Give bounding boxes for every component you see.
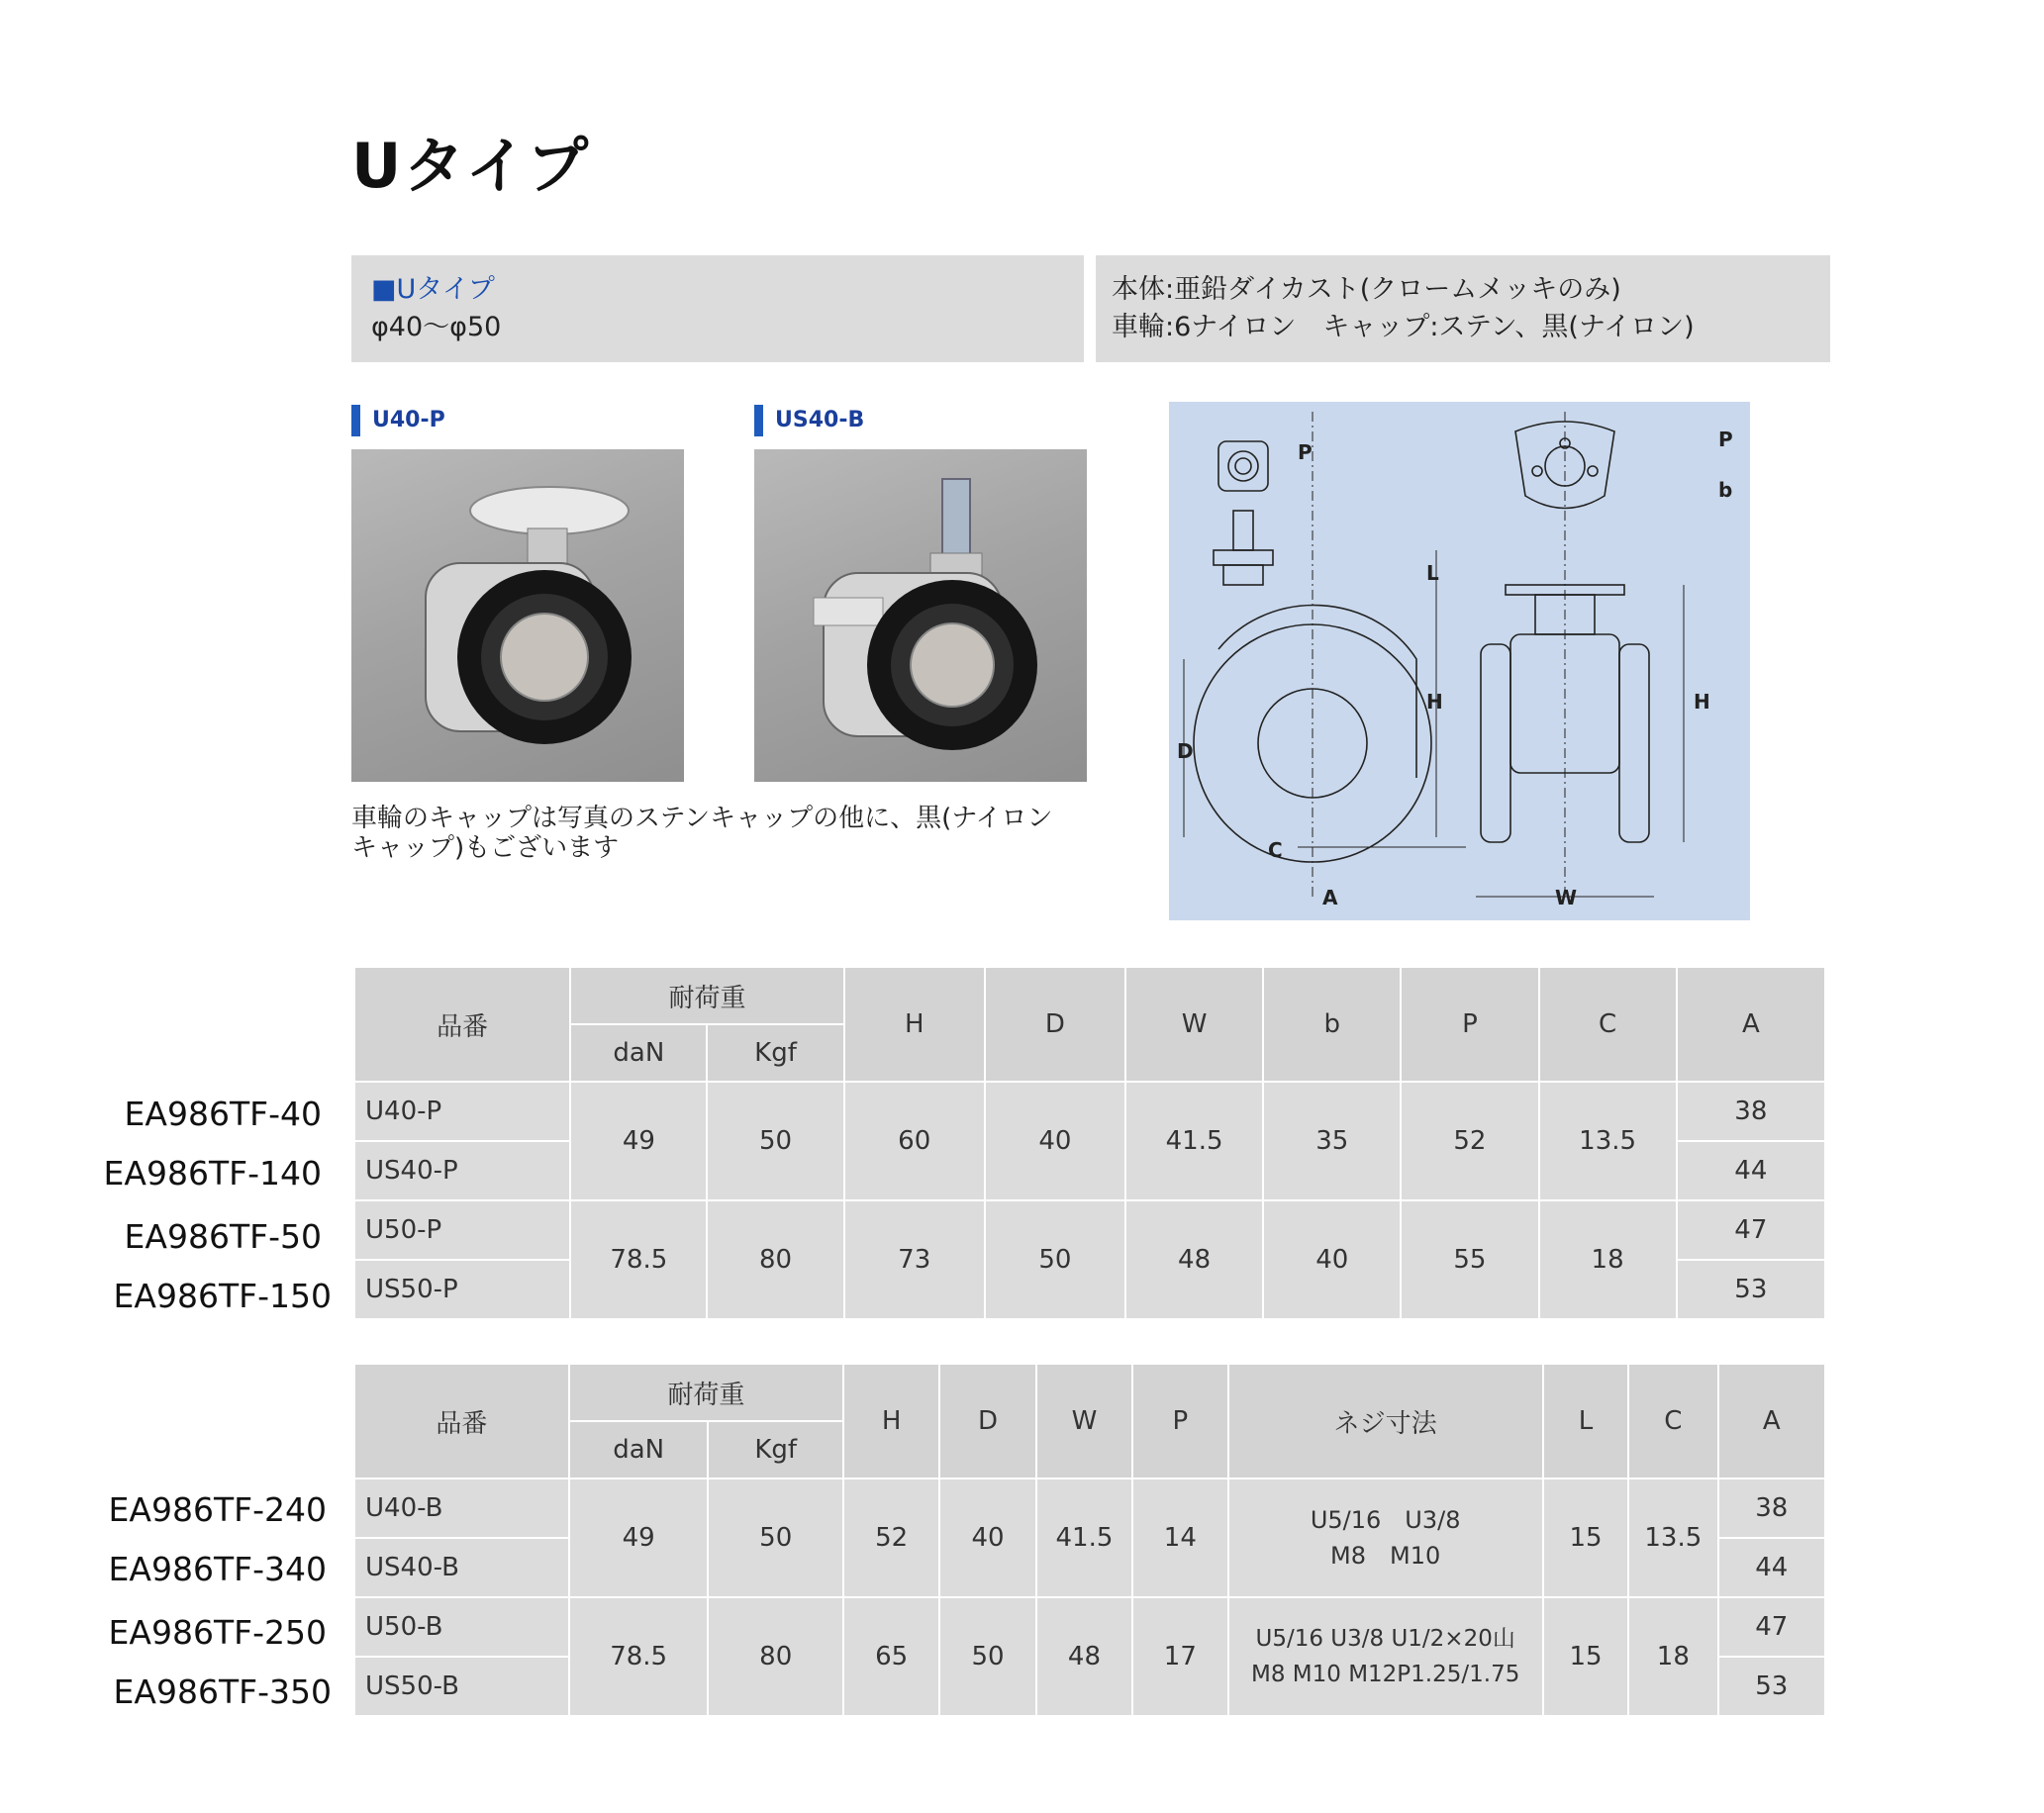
dim-h: 60 bbox=[845, 1083, 984, 1199]
header-l: L bbox=[1544, 1365, 1627, 1478]
dim-a: 44 bbox=[1678, 1142, 1824, 1199]
part-number: U50-P bbox=[355, 1201, 569, 1259]
product-label-2: US40-B bbox=[754, 405, 864, 436]
caster-photo-plate bbox=[351, 449, 684, 782]
dim-w: 41.5 bbox=[1037, 1479, 1131, 1596]
dim-h: 73 bbox=[845, 1201, 984, 1318]
model-number: EA986TF-250 bbox=[108, 1613, 327, 1652]
diagram-label-p-side: P bbox=[1298, 440, 1313, 464]
diagram-label-h-front: H bbox=[1694, 690, 1710, 714]
header-p: P bbox=[1402, 968, 1537, 1081]
dim-h: 52 bbox=[844, 1479, 938, 1596]
dim-a: 47 bbox=[1678, 1201, 1824, 1259]
product-label-1: U40-P bbox=[351, 405, 445, 436]
dim-l: 15 bbox=[1544, 1479, 1627, 1596]
dim-p: 17 bbox=[1133, 1598, 1226, 1715]
dim-p: 55 bbox=[1402, 1201, 1537, 1318]
table-row bbox=[355, 1083, 1824, 1140]
dimension-diagram bbox=[1169, 402, 1750, 920]
dim-d: 50 bbox=[940, 1598, 1034, 1715]
dim-a: 44 bbox=[1719, 1539, 1824, 1596]
dim-c: 18 bbox=[1629, 1598, 1716, 1715]
dim-d: 40 bbox=[940, 1479, 1034, 1596]
dim-d: 40 bbox=[986, 1083, 1124, 1199]
header-part: 品番 bbox=[355, 968, 569, 1081]
part-number: US50-P bbox=[355, 1261, 569, 1318]
header-a: A bbox=[1678, 968, 1824, 1081]
header-d: D bbox=[940, 1365, 1034, 1478]
part-number: U40-B bbox=[355, 1479, 568, 1537]
diagram-label-d: D bbox=[1177, 739, 1194, 763]
part-number: US50-B bbox=[355, 1658, 568, 1715]
thread-size-metric: M8 M10 M12P1.25/1.75 bbox=[1250, 1662, 1520, 1687]
part-number: U50-B bbox=[355, 1598, 568, 1656]
thread-size bbox=[1229, 1479, 1542, 1596]
dim-p: 14 bbox=[1133, 1479, 1226, 1596]
dim-a: 53 bbox=[1678, 1261, 1824, 1318]
table-row bbox=[355, 1201, 1824, 1259]
header-dan: daN bbox=[571, 1025, 706, 1081]
diagram-label-p-front: P bbox=[1718, 428, 1733, 451]
diagram-label-a: A bbox=[1322, 886, 1338, 909]
cap-note: 車輪のキャップは写真のステンキャップの他に、黒(ナイロンキャップ)もございます bbox=[351, 804, 1053, 863]
header-thread: ネジ寸法 bbox=[1229, 1365, 1542, 1478]
dim-b: 35 bbox=[1264, 1083, 1400, 1199]
model-number: EA986TF-150 bbox=[113, 1277, 332, 1315]
load-kgf: 80 bbox=[708, 1201, 842, 1318]
header-c: C bbox=[1629, 1365, 1716, 1478]
part-number: US40-B bbox=[355, 1539, 568, 1596]
table-row bbox=[355, 1598, 1824, 1656]
header-part: 品番 bbox=[355, 1365, 568, 1478]
header-kgf: Kgf bbox=[708, 1025, 842, 1081]
dim-p: 52 bbox=[1402, 1083, 1537, 1199]
header-kgf: Kgf bbox=[709, 1422, 842, 1478]
model-number: EA986TF-350 bbox=[113, 1672, 332, 1711]
dim-h: 65 bbox=[844, 1598, 938, 1715]
material-info-box bbox=[1096, 255, 1830, 362]
load-dan: 78.5 bbox=[570, 1598, 708, 1715]
load-kgf: 50 bbox=[709, 1479, 842, 1596]
part-number: U40-P bbox=[355, 1083, 569, 1140]
dim-w: 41.5 bbox=[1126, 1083, 1262, 1199]
model-number: EA986TF-40 bbox=[124, 1095, 322, 1133]
header-dan: daN bbox=[570, 1422, 708, 1478]
dim-w: 48 bbox=[1126, 1201, 1262, 1318]
page-title: Uタイプ bbox=[351, 130, 591, 202]
header-load: 耐荷重 bbox=[570, 1365, 842, 1420]
diagram-label-w: W bbox=[1555, 886, 1578, 909]
header-d: D bbox=[986, 968, 1124, 1081]
dim-c: 13.5 bbox=[1540, 1083, 1676, 1199]
model-number: EA986TF-140 bbox=[103, 1154, 322, 1193]
table-row bbox=[355, 1479, 1824, 1537]
load-dan: 78.5 bbox=[571, 1201, 706, 1318]
spec-table-plate bbox=[353, 966, 1826, 1320]
header-b: b bbox=[1264, 968, 1400, 1081]
header-w: W bbox=[1126, 968, 1262, 1081]
dim-d: 50 bbox=[986, 1201, 1124, 1318]
load-dan: 49 bbox=[571, 1083, 706, 1199]
header-a: A bbox=[1719, 1365, 1824, 1478]
spec-table-stem bbox=[353, 1363, 1826, 1717]
dim-b: 40 bbox=[1264, 1201, 1400, 1318]
model-number: EA986TF-50 bbox=[124, 1217, 322, 1256]
material-body: 本体:亜鉛ダイカスト(クロームメッキのみ) bbox=[1112, 274, 1621, 305]
header-p: P bbox=[1133, 1365, 1226, 1478]
header-load: 耐荷重 bbox=[571, 968, 842, 1023]
dim-a: 38 bbox=[1678, 1083, 1824, 1140]
series-info-box bbox=[351, 255, 1084, 362]
thread-size-inch: U5/16 U3/8 bbox=[1310, 1506, 1461, 1534]
dim-a: 47 bbox=[1719, 1598, 1824, 1656]
dim-w: 48 bbox=[1037, 1598, 1131, 1715]
part-number: US40-P bbox=[355, 1142, 569, 1199]
diagram-label-c: C bbox=[1268, 838, 1283, 862]
caster-photo-stem bbox=[754, 449, 1087, 782]
thread-size bbox=[1229, 1598, 1542, 1715]
header-h: H bbox=[845, 968, 984, 1081]
thread-size-metric: M8 M10 bbox=[1330, 1542, 1441, 1570]
diagram-label-h-side: H bbox=[1426, 690, 1443, 714]
load-kgf: 50 bbox=[708, 1083, 842, 1199]
model-number: EA986TF-340 bbox=[108, 1550, 327, 1588]
material-wheel: 車輪:6ナイロン キャップ:ステン、黒(ナイロン) bbox=[1112, 312, 1695, 342]
load-kgf: 80 bbox=[709, 1598, 842, 1715]
diagram-label-l: L bbox=[1426, 561, 1439, 585]
dim-c: 18 bbox=[1540, 1201, 1676, 1318]
dim-c: 13.5 bbox=[1629, 1479, 1716, 1596]
dim-a: 38 bbox=[1719, 1479, 1824, 1537]
header-w: W bbox=[1037, 1365, 1131, 1478]
dim-a: 53 bbox=[1719, 1658, 1824, 1715]
series-heading: ■Uタイプ bbox=[371, 274, 495, 305]
load-dan: 49 bbox=[570, 1479, 708, 1596]
dim-l: 15 bbox=[1544, 1598, 1627, 1715]
diameter-range: φ40～φ50 bbox=[371, 312, 502, 342]
model-number: EA986TF-240 bbox=[108, 1490, 327, 1529]
diagram-label-b: b bbox=[1718, 478, 1733, 502]
thread-size-inch: U5/16 U3/8 U1/2×20山 bbox=[1255, 1626, 1515, 1652]
header-c: C bbox=[1540, 968, 1676, 1081]
header-h: H bbox=[844, 1365, 938, 1478]
